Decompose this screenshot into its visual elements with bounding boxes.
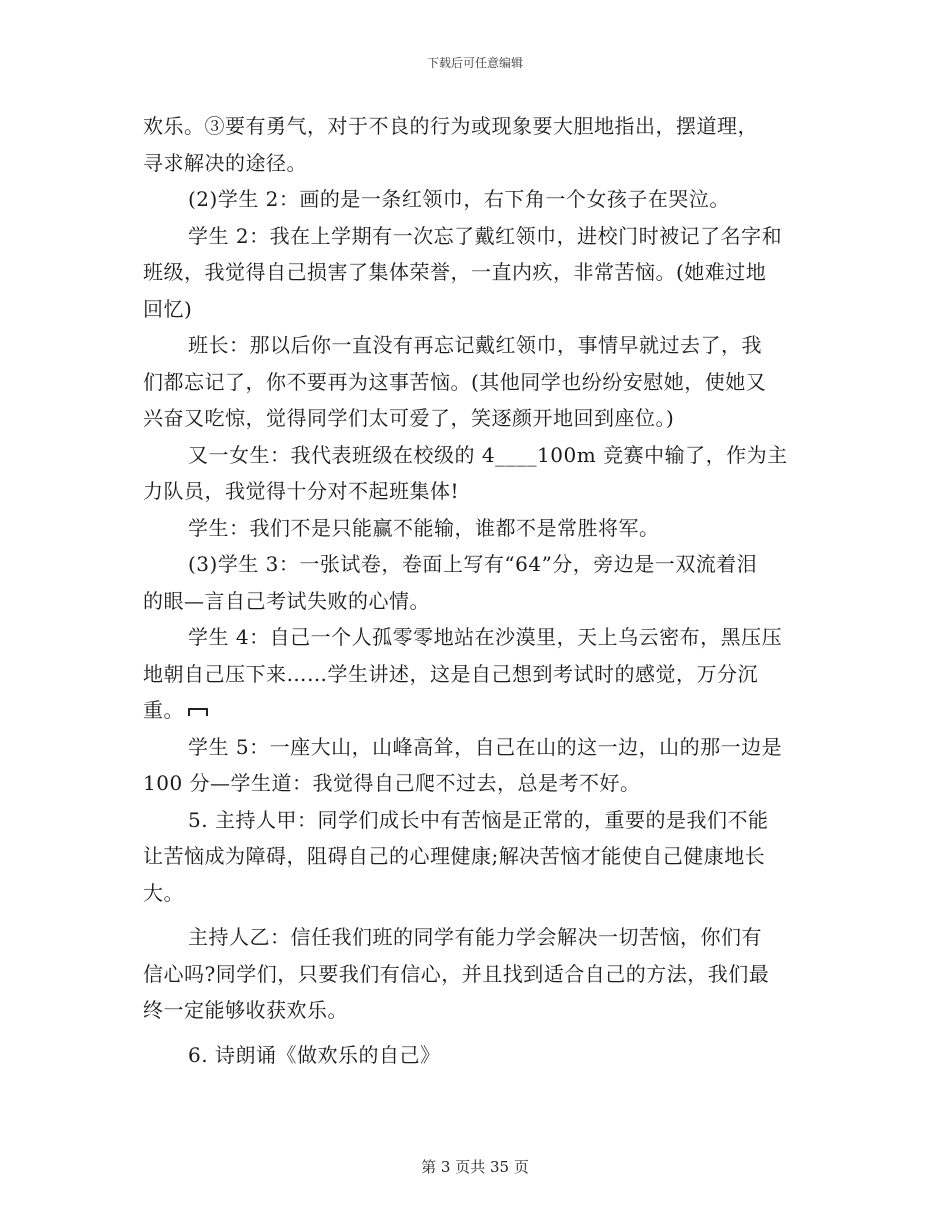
- text-line: 力队员，我觉得十分对不起班集体!: [143, 479, 460, 503]
- text-line: 的眼—言自己考试失败的心情。: [143, 588, 430, 613]
- text-line: 班长：那以后你一直没有再忘记戴红领巾，事情早就过去了，我: [188, 333, 762, 357]
- text-line: 又一女生：我代表班级在校级的 4____100m 竞赛中输了，作为主: [188, 442, 788, 467]
- text-line: 大。: [143, 880, 184, 905]
- text-line: 地朝自己压下来……学生讲述，这是自己想到考试时的感觉，万分沉: [143, 661, 758, 686]
- text-line: 回忆): [143, 296, 193, 321]
- text-line: 终一定能够收获欢乐。: [143, 998, 348, 1022]
- text-line: 信心吗?同学们，只要我们有信心，并且找到适合自己的方法，我们最: [143, 961, 770, 986]
- text-line: 学生 4：自己一个人孤零零地站在沙漠里，天上乌云密布，黑压压: [188, 625, 783, 649]
- text-line: 班级，我觉得自己损害了集体荣誉，一直内疚，非常苦恼。(她难过地: [143, 260, 767, 284]
- text-line: 主持人乙：信任我们班的同学有能力学会解决一切苦恼，你们有: [188, 925, 762, 949]
- bracket-mark-icon: [188, 708, 208, 716]
- text-line: 重。: [143, 698, 184, 722]
- text-line: 学生 2：我在上学期有一次忘了戴红领巾，进校门时被记了名字和: [188, 223, 783, 248]
- page-header: 下载后可任意编辑: [426, 56, 523, 70]
- text-line-with-mark: [143, 692, 813, 729]
- text-line: 学生 5：一座大山，山峰高耸，自己在山的这一边，山的那一边是: [188, 734, 783, 759]
- page-footer: 第 3 页共 35 页: [421, 1158, 529, 1176]
- document-body: [143, 108, 813, 1073]
- text-line: 100 分—学生道：我觉得自己爬不过去，总是考不好。: [143, 771, 641, 795]
- text-line: 兴奋又吃惊，觉得同学们太可爱了，笑逐颜开地回到座位。): [143, 406, 675, 430]
- text-line: (2)学生 2：画的是一条红领巾，右下角一个女孩子在哭泣。: [188, 187, 730, 211]
- text-line: (3)学生 3：一张试卷，卷面上写有“64”分，旁边是一双流着泪: [188, 552, 758, 576]
- text-line: 学生：我们不是只能赢不能输，谁都不是常胜将军。: [188, 515, 660, 540]
- text-line: 寻求解决的途径。: [143, 150, 307, 175]
- text-line: 5. 主持人甲：同学们成长中有苦恼是正常的，重要的是我们不能: [188, 807, 769, 832]
- text-line: 6. 诗朗诵《做欢乐的自己》: [188, 1042, 441, 1067]
- text-line: 们都忘记了，你不要再为这事苦恼。(其他同学也纷纷安慰她，使她又: [143, 369, 767, 394]
- text-line: 欢乐。③要有勇气，对于不良的行为或现象要大胆地指出，摆道理，: [143, 114, 758, 138]
- text-line: 让苦恼成为障碍，阻碍自己的心理健康;解决苦恼才能使自己健康地长: [143, 844, 766, 868]
